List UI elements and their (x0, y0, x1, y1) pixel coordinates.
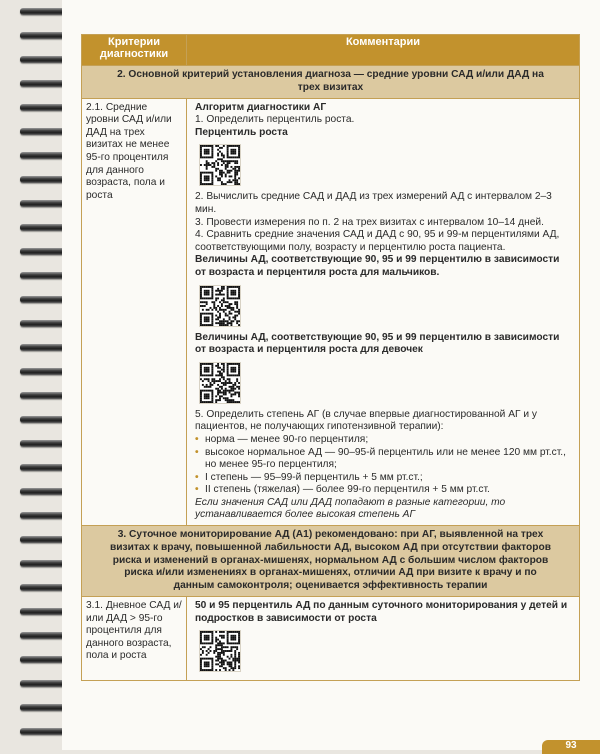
qr-caption-abpm: 50 и 95 перцентиль АД по данным суточного мониторирования у детей и подростков в зависимости от роста (195, 600, 568, 624)
qr-code-icon[interactable] (199, 144, 241, 186)
step-3: 3. Провести измерения по п. 2 на трех визитах с интервалом 10–14 дней. (195, 216, 544, 228)
step-2: 2. Вычислить средние САД и ДАД из трех измерений АД с интервалом 2–3 мин. (195, 191, 552, 215)
table-header-row (82, 35, 580, 66)
section-row (82, 66, 580, 99)
qr-caption-height: Перцентиль роста (195, 126, 288, 138)
header-criteria: Критерии диагностики (82, 35, 187, 66)
table-row (82, 597, 580, 681)
list-item: • высокое нормальное АД — 90–95-й перцентиль или не менее 120 мм рт.ст., но менее 95-го перцентиля; (195, 447, 573, 472)
section-row (82, 526, 580, 597)
step-1: 1. Определить перцентиль роста. (195, 114, 355, 126)
step-4: 4. Сравнить средние значения САД и ДАД с 90, 95 и 99-м перцентилями АД, соответствующими полу, возрасту и перцентилю роста пациента. (195, 229, 560, 253)
qr-code-icon[interactable] (199, 630, 241, 672)
list-item: • норма — менее 90-го перцентиля; (195, 434, 573, 447)
document-page (62, 0, 600, 750)
qr-code-icon[interactable] (199, 285, 241, 327)
table-row (82, 98, 580, 525)
page-number: 93 (542, 740, 600, 754)
italic-note: Если значения САД или ДАД попадают в разные категории, то устанавливается более высокая степень АГ (195, 496, 506, 521)
qr-caption-boys: Величины АД, соответствующие 90, 95 и 99 перцентилю в зависимости от возраста и перцентиля роста для мальчиков. (195, 254, 560, 278)
algorithm-title: Алгоритм диагностики АГ (195, 101, 327, 113)
grade-list (195, 434, 573, 497)
comment-2-1 (187, 98, 580, 525)
comment-3-1 (187, 597, 580, 681)
criterion-2-1: 2.1. Средние уровни САД и/или ДАД на трех визитах не менее 95-го процентиля для данного возраста, пола и роста (82, 98, 187, 525)
list-item: • II степень (тяжелая) — более 99-го перцентиля + 5 мм рт.ст. (195, 484, 573, 497)
qr-code-icon[interactable] (199, 362, 241, 404)
section-2-title: 2. Основной критерий установления диагноза — средние уровни САД и/или ДАД на трех визитах (82, 66, 580, 99)
section-3-title: 3. Суточное мониторирование АД (А1) рекомендовано: при АГ, выявленной на трех визитах к врачу, повышенной лабильности АД, высоком АД при отсутствии факторов риска и изменений в органах-мишенях, нормальном АД с большим числом факторов риска и/или изменениях в органах-мишенях, отличии АД при визите к врачу и по данным самоконтроля; оценивается эффективность терапии (82, 526, 580, 597)
header-comments: Комментарии (187, 35, 580, 66)
criteria-table (81, 34, 580, 681)
list-item: • I степень — 95–99-й перцентиль + 5 мм рт.ст.; (195, 472, 573, 485)
spiral-binding (0, 0, 70, 750)
qr-caption-girls: Величины АД, соответствующие 90, 95 и 99 перцентилю в зависимости от возраста и перцентиля роста для девочек (195, 331, 560, 356)
criterion-3-1: 3.1. Дневное САД и/или ДАД > 95-го процентиля для данного возраста, пола и роста (82, 597, 187, 681)
step-5: 5. Определить степень АГ (в случае впервые диагностированной АГ и у пациентов, не получающих гипотензивной терапии): (195, 408, 537, 433)
